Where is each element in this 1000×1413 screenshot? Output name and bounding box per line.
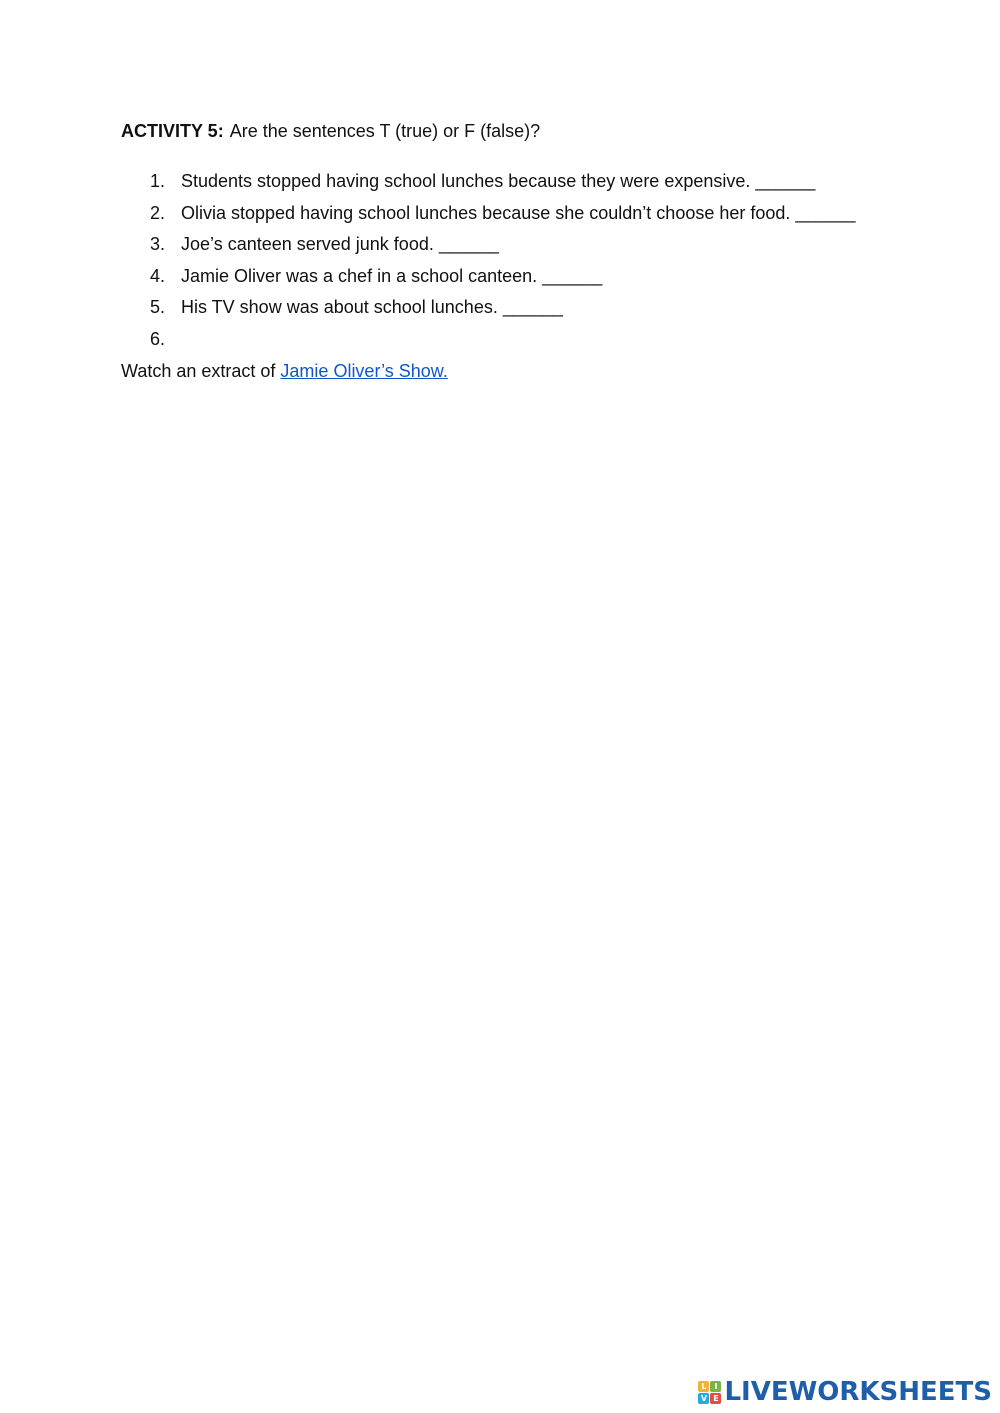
question-text: Olivia stopped having school lunches because she couldn’t choose her food. ______ <box>181 202 856 223</box>
watch-line <box>121 360 448 382</box>
activity-label: ACTIVITY 5: <box>121 121 224 141</box>
brand-text: LIVEWORKSHEETS <box>724 1377 992 1407</box>
question-text: Students stopped having school lunches because they were expensive. ______ <box>181 171 816 191</box>
question-number: 5. <box>150 297 166 318</box>
question-text: Jamie Oliver was a chef in a school canteen. ______ <box>181 265 603 286</box>
brand-mark-e: E <box>710 1393 721 1404</box>
question-number: 6. <box>150 328 166 349</box>
watch-prefix: Watch an extract of <box>121 361 276 381</box>
jamie-oliver-show-link[interactable]: Jamie Oliver’s Show. <box>280 361 448 381</box>
brand-mark-i: I <box>710 1381 721 1392</box>
question-number: 3. <box>150 234 166 255</box>
brand-mark-icon <box>698 1381 721 1404</box>
liveworksheets-logo <box>698 1378 992 1406</box>
activity-heading <box>121 120 540 142</box>
question-text: His TV show was about school lunches. ______ <box>181 297 563 318</box>
question-number: 1. <box>150 171 166 191</box>
activity-instruction: Are the sentences T (true) or F (false)? <box>229 121 541 141</box>
question-text: Joe’s canteen served junk food. ______ <box>181 234 499 255</box>
question-number: 2. <box>150 202 166 223</box>
brand-mark-l: L <box>698 1381 709 1392</box>
question-number: 4. <box>150 265 166 286</box>
brand-mark-v: V <box>698 1393 709 1404</box>
